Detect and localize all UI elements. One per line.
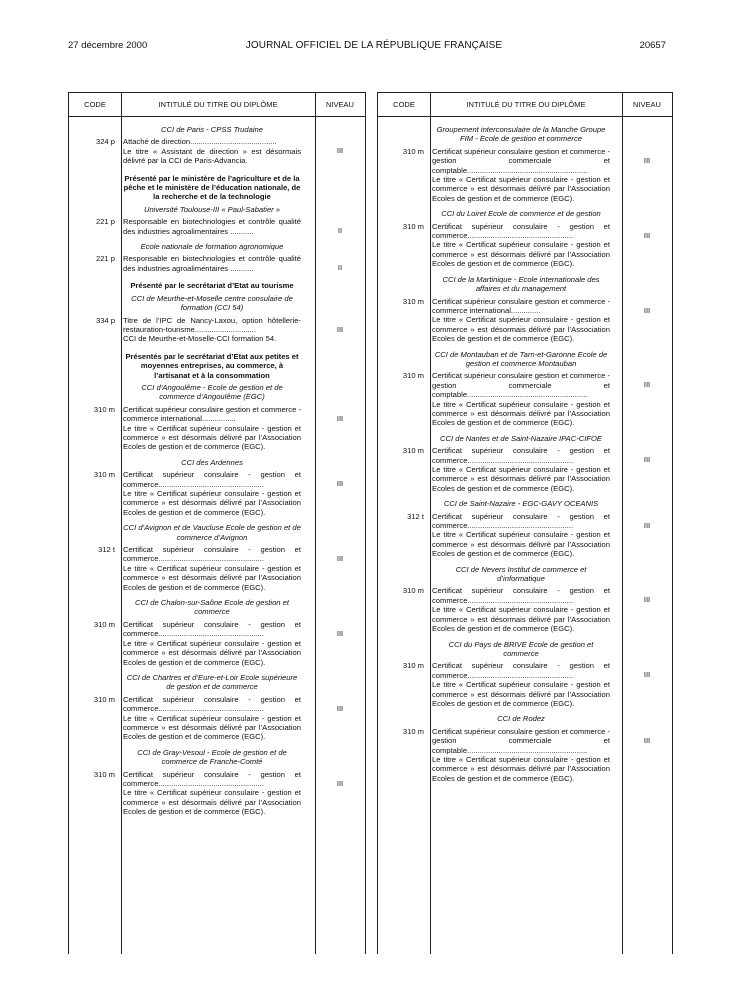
section-heading: CCI de Montauban et de Tarn-et-Garonne Ecole de gestion et commerce Montauban xyxy=(434,349,608,368)
diploma-title xyxy=(432,446,610,493)
diploma-title xyxy=(123,545,301,592)
diploma-text-line: Certificat supérieur consulaire gestion et commerce - gestion commerciale et comptable......................................................... xyxy=(432,371,610,400)
diploma-code: 310 m xyxy=(402,221,424,231)
level-column-header: NIVEAU xyxy=(326,100,354,109)
diploma-text-line: Certificat supérieur consulaire gestion et commerce - gestion commerciale et comptable......................................................... xyxy=(432,726,610,755)
row-gap xyxy=(378,783,672,789)
section-heading: CCI de Meurthe-et-Moselle centre consulaire de formation (CCI 54) xyxy=(131,293,293,313)
diploma-text-line: Certificat supérieur consulaire - gestion et commerce.................................................. xyxy=(123,694,301,714)
diploma-text-line: Le titre « Certificat supérieur consulaire - gestion et commerce » est désormais délivré par l’Association Ecoles de gestion et de commerce (EGC). xyxy=(432,530,610,559)
diploma-level: III xyxy=(336,413,344,423)
table-row xyxy=(378,727,672,783)
issue-date: 27 décembre 2000 xyxy=(68,40,148,51)
diploma-level: III xyxy=(643,670,651,680)
diploma-level: III xyxy=(643,230,651,240)
diploma-level: III xyxy=(336,324,344,334)
diploma-code: 310 m xyxy=(402,371,424,381)
diploma-code: 221 p xyxy=(95,254,115,264)
diploma-text-line: Le titre « Certificat supérieur consulaire - gestion et commerce » est désormais délivré par l’Association Ecoles de gestion et de commerce (EGC). xyxy=(123,489,301,517)
diploma-code: 310 m xyxy=(402,146,424,156)
diploma-text-line: Responsable en biotechnologies et contrôle qualité des industries agroalimentaires ........... xyxy=(123,217,301,236)
diploma-title xyxy=(432,512,610,559)
diploma-text-line: Le titre « Certificat supérieur consulaire - gestion et commerce » est désormais délivré par l’Association Ecoles de gestion et de commerce (EGC). xyxy=(432,465,610,493)
table-row xyxy=(69,405,365,452)
ministry-heading: Présentés par le secrétariat d’Etat aux petites et moyennes entreprises, au commerce, à l’artisanat et à la consommation xyxy=(125,351,299,380)
table-row xyxy=(378,446,672,493)
table-row xyxy=(69,217,365,236)
diploma-code: 310 m xyxy=(93,470,115,480)
section-heading: Ecole nationale de formation agronomique xyxy=(140,242,284,252)
diploma-text-line: Le titre « Certificat supérieur consulaire - gestion et commerce » est désormais délivré par l’Association Ecoles de gestion et de commerce (EGC). xyxy=(432,605,610,634)
table-row xyxy=(378,661,672,708)
section-heading: CCI du Loiret Ecole de commerce et de gestion xyxy=(441,209,601,219)
section-heading: CCI des Ardennes xyxy=(181,457,243,467)
diploma-title xyxy=(432,222,610,269)
section-heading: CCI du Pays de BRIVE Ecole de gestion et commerce xyxy=(448,639,594,658)
diploma-text-line: Certificat supérieur consulaire - gestion et commerce.................................................. xyxy=(432,446,610,465)
diploma-code: 310 m xyxy=(93,769,115,779)
table-row xyxy=(69,545,365,592)
section-heading: Groupement interconsulaire de la Manche Groupe FIM - Ecole de gestion et commerce xyxy=(436,125,606,144)
section-heading: CCI de Nantes et de Saint-Nazaire IPAC-CIFOE xyxy=(440,433,602,443)
diploma-text-line: Le titre « Certificat supérieur consulaire - gestion et commerce » est désormais délivré par l’Association Ecoles de gestion et de commerce (EGC). xyxy=(432,680,610,708)
diploma-title xyxy=(123,316,301,344)
diploma-title xyxy=(432,727,610,783)
diploma-level: III xyxy=(336,703,344,713)
table-row xyxy=(69,316,365,344)
diploma-text-line: Certificat supérieur consulaire - gestion et commerce.................................................. xyxy=(123,769,301,788)
journal-title: JOURNAL OFFICIEL DE LA RÉPUBLIQUE FRANÇAISE xyxy=(245,40,503,51)
diploma-level: II xyxy=(337,226,343,236)
diploma-code: 310 m xyxy=(402,661,424,671)
diploma-text-line: Certificat supérieur consulaire - gestion et commerce.................................................. xyxy=(432,511,610,531)
diploma-text-line: Le titre « Certificat supérieur consulaire - gestion et commerce » est désormais délivré par l’Association Ecoles de gestion et de commerce (EGC). xyxy=(123,563,301,592)
diploma-level: III xyxy=(643,735,651,745)
diploma-level: III xyxy=(336,778,344,788)
section-heading: CCI de Rodez xyxy=(497,714,545,724)
diploma-text-line: Certificat supérieur consulaire - gestion et commerce.................................................. xyxy=(432,221,610,241)
row-gap xyxy=(69,166,365,172)
diploma-level: II xyxy=(337,263,343,273)
diploma-text-line: Titre de l’IPC de Nancy-Laxou, option hôtellerie-restauration-tourisme............................. xyxy=(123,315,301,334)
section-heading: CCI de Gray-Vesoul - Ecole de gestion et de commerce de Franche-Comté xyxy=(137,747,287,767)
title-column-header: INTITULÉ DU TITRE OU DIPLÔME xyxy=(158,100,278,109)
diploma-title xyxy=(123,470,301,517)
diploma-title xyxy=(123,254,301,273)
diploma-text-line: Certificat supérieur consulaire - gestion et commerce.................................................. xyxy=(123,545,301,564)
section-heading: CCI d’Angoulême - Ecole de gestion et de commerce d’Angoulême (EGC) xyxy=(141,382,283,402)
diploma-text-line: CCI de Meurthe-et-Moselle-CCI formation 54. xyxy=(123,334,277,344)
section-heading: Université Toulouse-III « Paul-Sabatier » xyxy=(143,204,281,214)
diploma-level: III xyxy=(643,305,651,315)
diploma-text-line: Le titre « Certificat supérieur consulaire - gestion et commerce » est désormais délivré par l’Association Ecoles de gestion et de commerce (EGC). xyxy=(123,713,301,742)
section-heading: CCI de Paris - CPSS Trudaine xyxy=(161,125,263,134)
diploma-text-line: Attaché de direction......................................... xyxy=(123,137,277,147)
table-row xyxy=(378,512,672,559)
diploma-code: 310 m xyxy=(93,619,115,629)
ministry-heading: Présenté par le ministère de l’agriculture et de la pêche et le ministère de l’éducation nationale, de la recherche et de la technologie xyxy=(123,173,301,202)
diploma-code: 312 t xyxy=(407,511,424,521)
diploma-title xyxy=(123,695,301,742)
diploma-code: 310 m xyxy=(93,694,115,704)
left-table xyxy=(68,92,366,954)
diploma-code: 221 p xyxy=(95,217,115,227)
row-gap xyxy=(69,817,365,823)
diploma-text-line: Le titre « Certificat supérieur consulaire - gestion et commerce » est désormais délivré par l’Association Ecoles de gestion et de commerce (EGC). xyxy=(432,315,610,344)
diploma-text-line: Certificat supérieur consulaire - gestion et commerce.................................................. xyxy=(123,470,301,489)
diploma-text-line: Certificat supérieur consulaire - gestion et commerce.................................................. xyxy=(123,619,301,639)
ministry-heading: Présenté par le secrétariat d’Etat au tourisme xyxy=(130,281,294,291)
diploma-level: III xyxy=(336,479,344,489)
diploma-text-line: Le titre « Certificat supérieur consulaire - gestion et commerce » est désormais délivré par l’Association Ecoles de gestion et de commerce (EGC). xyxy=(432,754,610,783)
table-row xyxy=(378,297,672,344)
diploma-text-line: Le titre « Certificat supérieur consulaire - gestion et commerce » est désormais délivré par l’Association Ecoles de gestion et de commerce (EGC). xyxy=(432,175,610,203)
section-heading: CCI de Chalon-sur-Saône Ecole de gestion et commerce xyxy=(135,598,289,617)
section-heading: CCI de Nevers Institut de commerce et d’informatique xyxy=(455,564,587,584)
row-gap xyxy=(69,273,365,279)
table-row xyxy=(378,147,672,203)
diploma-level: III xyxy=(336,628,344,638)
diploma-level: III xyxy=(643,595,651,605)
table-row xyxy=(69,620,365,667)
diploma-text-line: Certificat supérieur consulaire - gestion et commerce.................................................. xyxy=(432,586,610,605)
row-gap xyxy=(69,344,365,350)
diploma-title xyxy=(432,371,610,427)
section-heading: CCI de la Martinique - Ecole internationale des affaires et du management xyxy=(442,274,600,294)
section-heading: CCI de Saint-Nazaire - EGC-GAVY OCEANIS xyxy=(443,499,599,509)
code-column-header: CODE xyxy=(84,100,106,109)
diploma-code: 310 m xyxy=(402,446,424,456)
diploma-level: III xyxy=(643,520,651,530)
diploma-text-line: Certificat supérieur consulaire - gestion et commerce.................................................. xyxy=(432,661,610,680)
table-row xyxy=(69,770,365,817)
right-table xyxy=(377,92,673,954)
diploma-title xyxy=(432,661,610,708)
diploma-text-line: Certificat supérieur consulaire gestion et commerce - gestion commerciale et comptable......................................................... xyxy=(432,146,610,175)
diploma-text-line: Certificat supérieur consulaire gestion et commerce - commerce international................ xyxy=(123,404,301,424)
diploma-text-line: Le titre « Certificat supérieur consulaire - gestion et commerce » est désormais délivré par l’Association Ecoles de gestion et de commerce (EGC). xyxy=(432,399,610,428)
diploma-level: III xyxy=(643,380,651,390)
table-row xyxy=(69,137,365,165)
diploma-text-line: Le titre « Certificat supérieur consulaire - gestion et commerce » est désormais délivré par l’Association Ecoles de gestion et de commerce (EGC). xyxy=(123,788,301,817)
table-row xyxy=(69,695,365,742)
section-heading: CCI d’Avignon et de Vaucluse Ecole de gestion et de commerce d’Avignon xyxy=(123,523,301,542)
diploma-level: III xyxy=(643,155,651,165)
diploma-title xyxy=(123,620,301,667)
diploma-title xyxy=(123,217,301,236)
table-row xyxy=(378,222,672,269)
diploma-code: 310 m xyxy=(402,296,424,306)
diploma-text-line: Le titre « Certificat supérieur consulaire - gestion et commerce » est désormais délivré par l’Association Ecoles de gestion et de commerce (EGC). xyxy=(123,423,301,452)
page-number: 20657 xyxy=(639,40,666,51)
diploma-code: 310 m xyxy=(93,404,115,414)
table-header xyxy=(69,92,365,117)
left-table-body xyxy=(69,125,365,823)
table-row xyxy=(69,470,365,517)
diploma-text-line: Le titre « Assistant de direction » est désormais délivré par la CCI de Paris-Advancia. xyxy=(123,146,301,166)
page-header xyxy=(0,40,748,54)
level-column-header: NIVEAU xyxy=(633,100,661,109)
diploma-text-line: Certificat supérieur consulaire gestion et commerce - commerce international.............. xyxy=(432,296,610,315)
section-heading: CCI de Chartres et d’Eure-et-Loir Ecole supérieure de gestion et de commerce xyxy=(126,672,298,692)
diploma-code: 310 m xyxy=(402,726,424,736)
diploma-code: 312 t xyxy=(98,545,115,555)
title-column-header: INTITULÉ DU TITRE OU DIPLÔME xyxy=(466,100,586,109)
code-column-header: CODE xyxy=(393,100,415,109)
diploma-text-line: Le titre « Certificat supérieur consulaire - gestion et commerce » est désormais délivré par l’Association Ecoles de gestion et de commerce (EGC). xyxy=(123,638,301,667)
diploma-title xyxy=(123,405,301,452)
table-row xyxy=(378,586,672,633)
table-header xyxy=(378,92,672,117)
diploma-code: 334 p xyxy=(95,315,115,325)
table-row xyxy=(378,371,672,427)
diploma-title xyxy=(432,297,610,344)
diploma-level: III xyxy=(336,146,344,156)
diploma-level: III xyxy=(336,554,344,564)
diploma-title xyxy=(432,147,610,203)
diploma-text-line: Le titre « Certificat supérieur consulaire - gestion et commerce » est désormais délivré par l’Association Ecoles de gestion et de commerce (EGC). xyxy=(432,240,610,269)
table-row xyxy=(69,254,365,273)
right-table-body xyxy=(378,125,672,789)
diploma-title xyxy=(123,137,301,165)
diploma-level: III xyxy=(643,455,651,465)
diploma-title xyxy=(123,770,301,817)
diploma-title xyxy=(432,586,610,633)
diploma-code: 310 m xyxy=(402,586,424,596)
diploma-code: 324 p xyxy=(95,137,115,147)
diploma-text-line: Responsable en biotechnologies et contrôle qualité des industries agroalimentaires ........... xyxy=(123,254,301,273)
